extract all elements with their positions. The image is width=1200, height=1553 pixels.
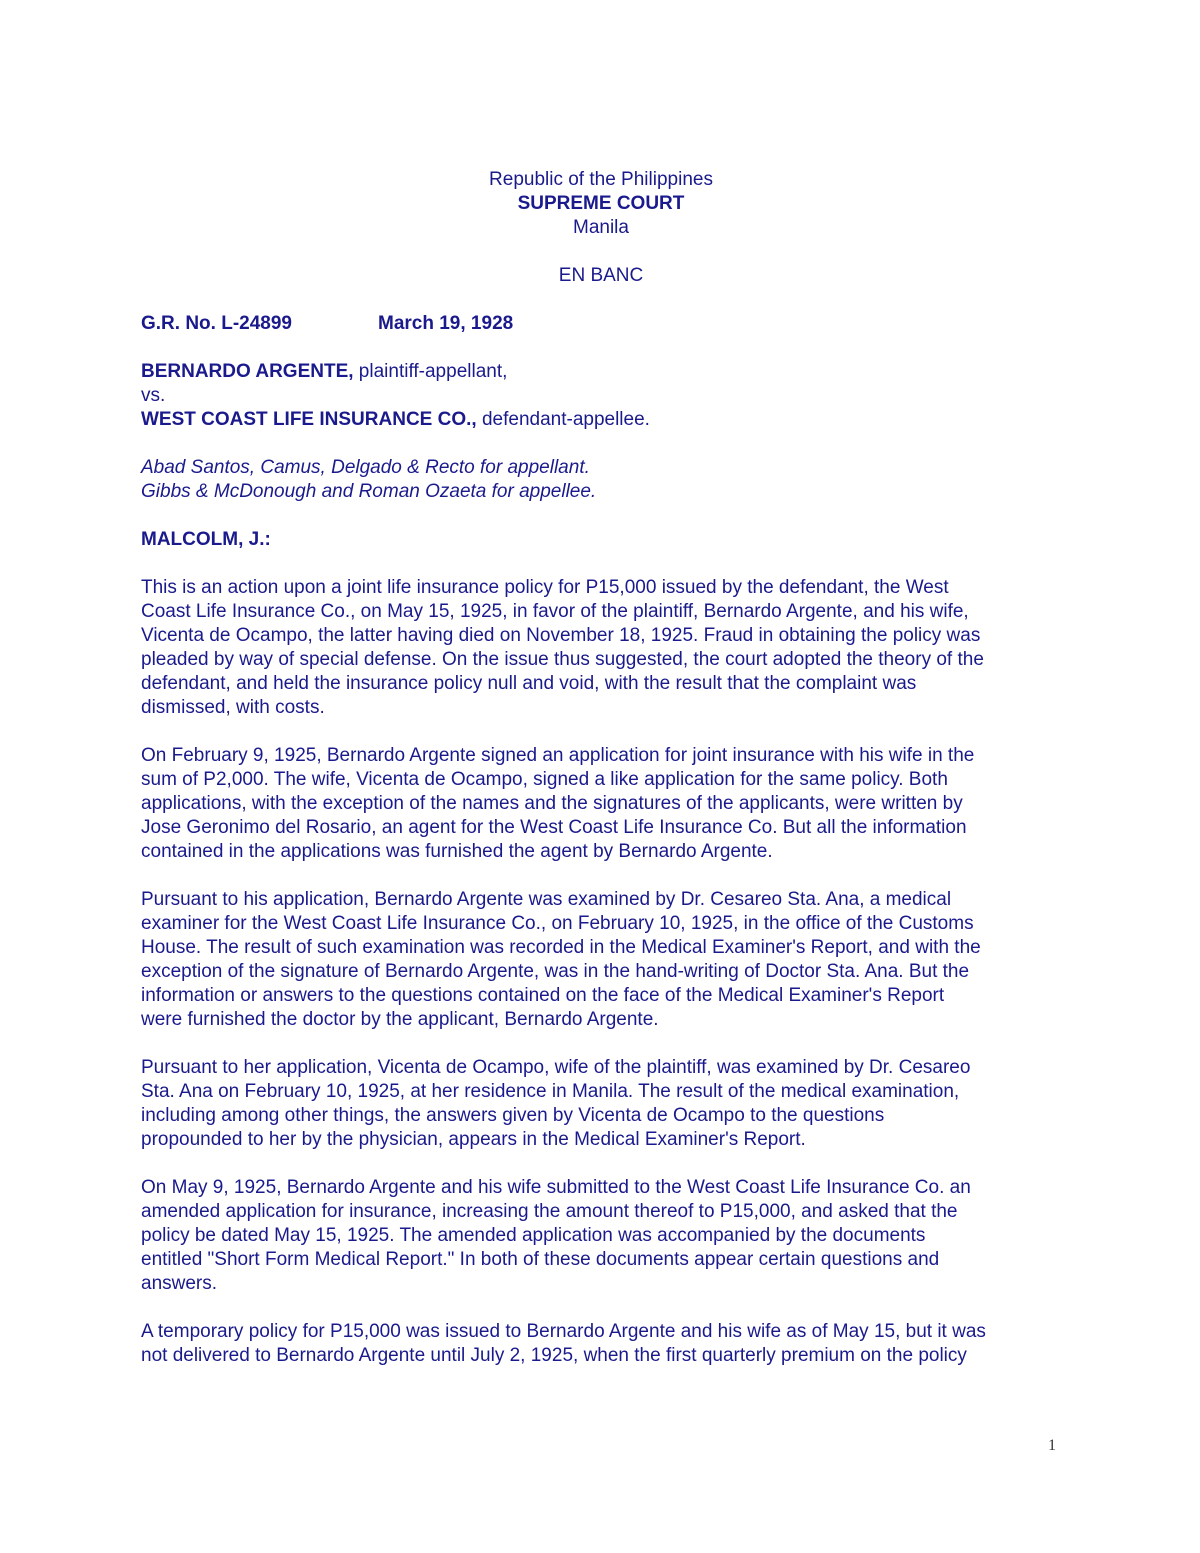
text-line: defendant, and held the insurance policy null and void, with the result that the complaint was [141,673,917,694]
plaintiff-name: BERNARDO ARGENTE, [141,361,354,382]
text-line: examiner for the West Coast Life Insurance Co., on February 10, 1925, in the office of the Customs [141,913,974,934]
text-line: information or answers to the questions contained on the face of the Medical Examiner's Report [141,985,945,1006]
text-line: not delivered to Bernardo Argente until July 2, 1925, when the first quarterly premium on the policy [141,1345,967,1366]
paragraph-2 [141,744,1061,864]
text-line: Pursuant to his application, Bernardo Argente was examined by Dr. Cesareo Sta. Ana, a medical [141,889,952,910]
text-line: propounded to her by the physician, appears in the Medical Examiner's Report. [141,1129,806,1150]
paragraph-5 [141,1176,1061,1296]
counsel-appellee: Gibbs & McDonough and Roman Ozaeta for appellee. [141,481,597,502]
text-line: amended application for insurance, increasing the amount thereof to P15,000, and asked that the [141,1201,958,1222]
text-line: sum of P2,000. The wife, Vicenta de Ocampo, signed a like application for the same policy. Both [141,769,948,790]
text-line: exception of the signature of Bernardo Argente, was in the hand-writing of Doctor Sta. Ana. But the [141,961,970,982]
text-line: Sta. Ana on February 10, 1925, at her residence in Manila. The result of the medical examination, [141,1081,960,1102]
parties [141,360,1061,432]
text-line: Jose Geronimo del Rosario, an agent for the West Coast Life Insurance Co. But all the information [141,817,967,838]
text-line: including among other things, the answers given by Vicenta de Ocampo to the questions [141,1105,885,1126]
text-line: were furnished the doctor by the applicant, Bernardo Argente. [141,1009,659,1030]
case-number: G.R. No. L-24899 [141,313,292,334]
text-line: dismissed, with costs. [141,697,325,718]
counsel-block [141,456,1061,504]
text-line: pleaded by way of special defense. On the issue thus suggested, the court adopted the theory of the [141,649,984,670]
text-line: answers. [141,1273,218,1294]
paragraph-6 [141,1320,1061,1368]
counsel-appellant: Abad Santos, Camus, Delgado & Recto for appellant. [141,457,590,478]
paragraph-3 [141,888,1061,1032]
page-number: 1 [1048,1437,1056,1454]
ponente: MALCOLM, J.: [141,529,271,550]
paragraph-4 [141,1056,1061,1152]
document-page [141,168,1061,1368]
text-line: This is an action upon a joint life insurance policy for P15,000 issued by the defendant, the West [141,577,949,598]
defendant-role: defendant-appellee. [476,409,650,430]
paragraph-1 [141,576,1061,720]
text-line: House. The result of such examination was recorded in the Medical Examiner's Report, and with the [141,937,981,958]
plaintiff-role: plaintiff-appellant, [353,361,508,382]
republic-line: Republic of the Philippines [489,169,713,190]
defendant-name: WEST COAST LIFE INSURANCE CO., [141,409,477,430]
versus: vs. [141,385,166,406]
text-line: applications, with the exception of the names and the signatures of the applicants, were written by [141,793,963,814]
court-name: SUPREME COURT [517,193,685,214]
text-line: Pursuant to her application, Vicenta de Ocampo, wife of the plaintiff, was examined by Dr. Cesareo [141,1057,971,1078]
text-line: A temporary policy for P15,000 was issued to Bernardo Argente and his wife as of May 15, but it was [141,1321,986,1342]
text-line: On February 9, 1925, Bernardo Argente signed an application for joint insurance with his wife in the [141,745,975,766]
court-city: Manila [573,217,629,238]
text-line: Coast Life Insurance Co., on May 15, 1925, in favor of the plaintiff, Bernardo Argente, and his wife, [141,601,969,622]
court-division: EN BANC [558,265,644,286]
court-header [141,168,1061,288]
text-line: contained in the applications was furnished the agent by Bernardo Argente. [141,841,773,862]
text-line: entitled "Short Form Medical Report." In both of these documents appear certain questions and [141,1249,940,1270]
case-caption [141,312,1061,336]
case-date: March 19, 1928 [378,313,514,334]
text-line: Vicenta de Ocampo, the latter having died on November 18, 1925. Fraud in obtaining the policy was [141,625,981,646]
text-line: policy be dated May 15, 1925. The amended application was accompanied by the documents [141,1225,926,1246]
text-line: On May 9, 1925, Bernardo Argente and his wife submitted to the West Coast Life Insurance Co. an [141,1177,971,1198]
